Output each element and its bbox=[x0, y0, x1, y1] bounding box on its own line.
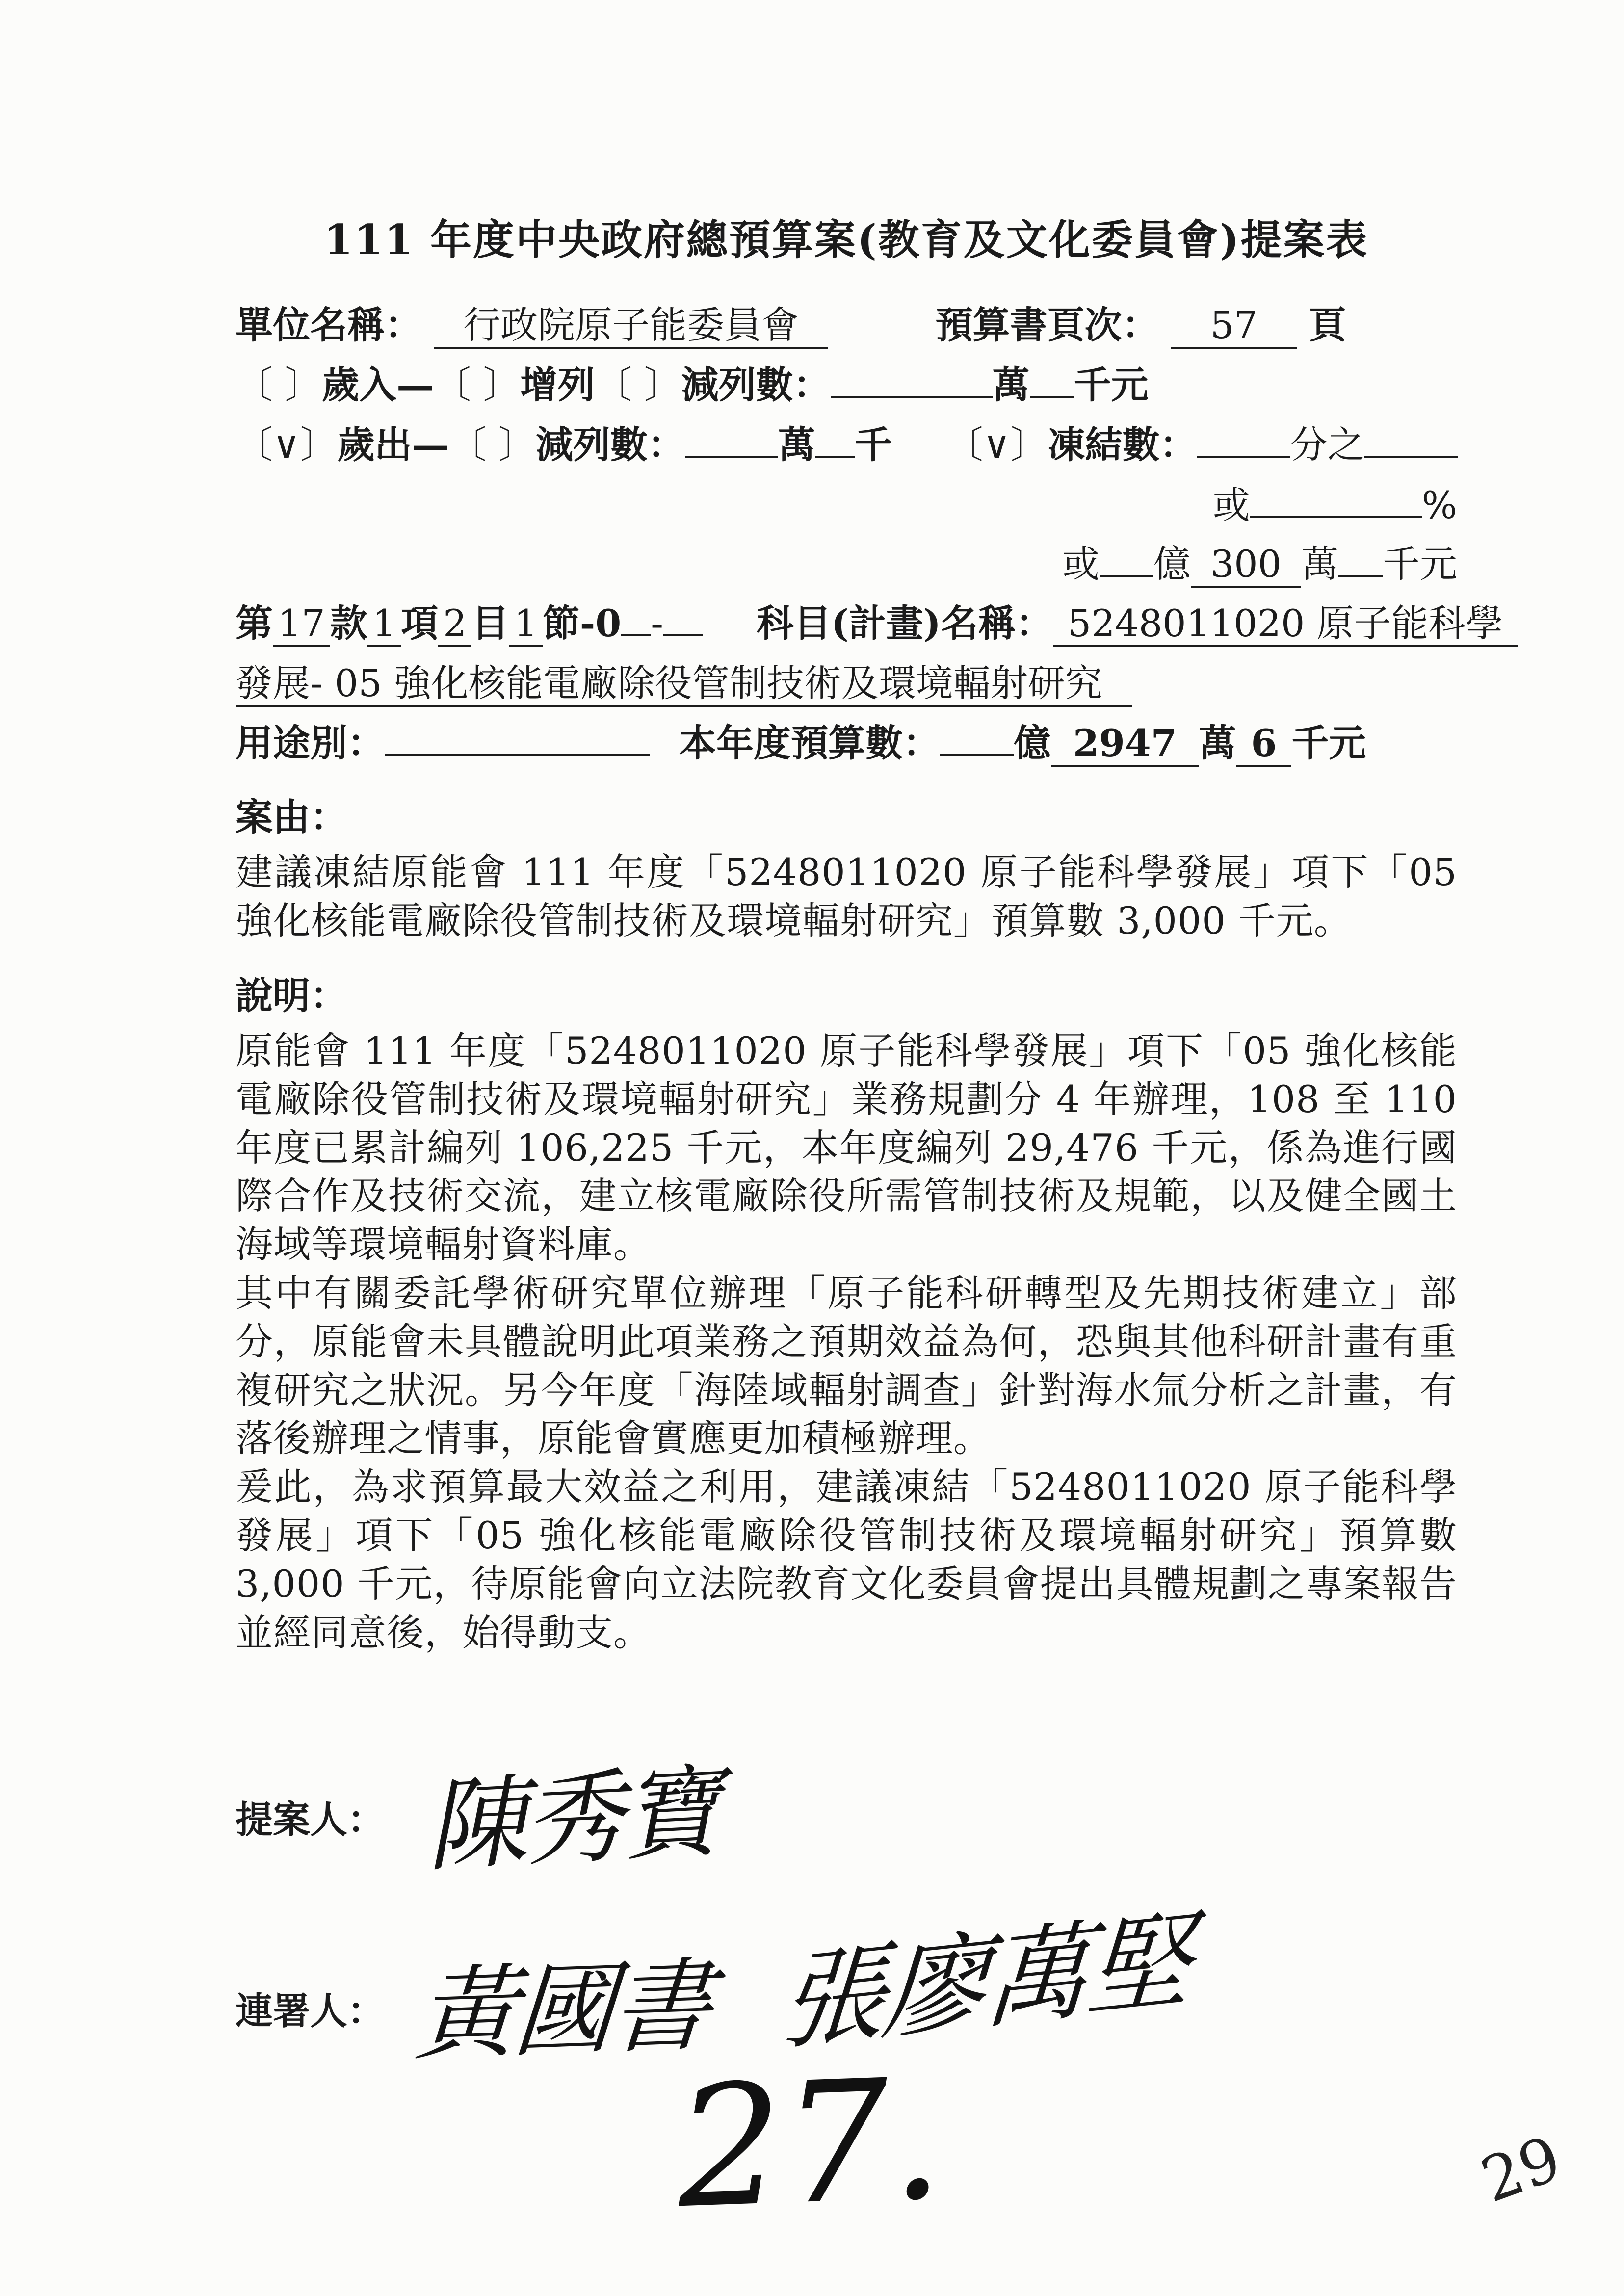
budget-page-label: 預算書頁次： bbox=[935, 303, 1159, 347]
revenue-checkbox: 〔 〕 bbox=[236, 363, 322, 407]
case-heading: 案由： bbox=[236, 795, 347, 839]
xiang-unit: 項 bbox=[401, 601, 439, 645]
yi-blank bbox=[940, 719, 1014, 756]
cosigner-signature: 黃國書 bbox=[412, 1947, 713, 2075]
fraction-blank bbox=[1197, 420, 1290, 458]
revenue-row bbox=[236, 359, 1457, 411]
increase-checkbox: 〔 〕 bbox=[434, 363, 521, 407]
usage-label: 用途別： bbox=[236, 721, 385, 765]
wan-unit: 萬 bbox=[1301, 542, 1338, 586]
freeze-checkbox-checked: 〔∨〕 bbox=[945, 423, 1048, 467]
yi-unit: 億 bbox=[1014, 721, 1051, 765]
decrease-label: 減列數： bbox=[681, 363, 831, 407]
expenditure-checkbox-checked: 〔∨〕 bbox=[236, 423, 338, 467]
annual-budget-qian-value: 6 bbox=[1236, 721, 1292, 767]
or-amount-row bbox=[236, 538, 1457, 590]
expenditure-decrease-label: 減列數： bbox=[535, 423, 685, 467]
unit-name-value: 行政院原子能委員會 bbox=[434, 303, 828, 349]
kuan-value: 17 bbox=[273, 601, 330, 647]
annual-budget-label: 本年度預算數： bbox=[679, 721, 940, 765]
qianyuan-unit: 千元 bbox=[1383, 542, 1457, 586]
wan-unit: 萬 bbox=[778, 423, 815, 467]
revenue-label: 歲入— bbox=[322, 363, 434, 407]
wan-unit: 萬 bbox=[1199, 721, 1236, 765]
proposer-signature: 陳秀寶 bbox=[423, 1753, 722, 1886]
budget-page-suffix: 頁 bbox=[1309, 303, 1346, 347]
explanation-heading: 說明： bbox=[236, 973, 347, 1018]
mu-value: 2 bbox=[438, 601, 471, 647]
usage-row bbox=[236, 717, 1457, 769]
item-number-row bbox=[236, 598, 1503, 650]
percent-blank bbox=[1250, 481, 1422, 518]
item-number-row-continued bbox=[236, 657, 1457, 709]
cosigner-signature: 張廖萬堅 bbox=[776, 1898, 1193, 2066]
amount-blank bbox=[1030, 361, 1074, 398]
explanation-paragraph: 其中有關委託學術研究單位辦理「原子能科研轉型及先期技術建立」部分，原能會未具體說明此項業務之預期效益為何，恐與其他科研計畫有重複研究之狀況。另今年度「海陸域輻射調查」針對海水氚分析之計畫，有落後辦理之情事，原能會實應更加積極辦理。 bbox=[236, 1271, 1457, 1461]
corner-page-number: 29 bbox=[1472, 2123, 1571, 2217]
amount-blank bbox=[831, 361, 993, 398]
qianyuan-unit: 千元 bbox=[1291, 721, 1366, 765]
usage-blank bbox=[385, 719, 650, 756]
explanation-paragraph: 原能會 111 年度「5248011020 原子能科學發展」項下「05 強化核能電廠除役管制技術及環境輻射研究」業務規劃分 4 年辦理，108 至 110 年度已累計編列 106,225 千元，本年度編列 29,476 千元，係為進行國際合作及技術交流，建立核電廠除役所需管制技術及規範，以及健全國土海域等環境輻射資料庫。 bbox=[236, 1029, 1457, 1267]
amount-blank bbox=[685, 420, 778, 458]
explanation-paragraph: 爰此，為求預算最大效益之利用，建議凍結「5248011020 原子能科學發展」項下「05 強化核能電廠除役管制技術及環境輻射研究」預算數 3,000 千元，待原能會向立法院教育文化委員會提出具體規劃之專案報告並經同意後，始得動支。 bbox=[236, 1465, 1457, 1654]
unit-name-label: 單位名稱： bbox=[236, 303, 422, 347]
qianyuan-unit: 千元 bbox=[1074, 363, 1149, 407]
or-percent-row bbox=[236, 479, 1457, 531]
freeze-label: 凍結數： bbox=[1048, 423, 1197, 467]
yi-unit: 億 bbox=[1153, 542, 1191, 586]
yi-blank bbox=[1100, 540, 1153, 577]
budget-page-value: 57 bbox=[1171, 303, 1297, 349]
explanation-block bbox=[236, 970, 1457, 1657]
cosigner-label: 連署人： bbox=[236, 1989, 385, 2033]
mu-unit: 目 bbox=[471, 601, 509, 645]
expenditure-decrease-checkbox: 〔 〕 bbox=[449, 423, 536, 467]
expenditure-label: 歲出— bbox=[337, 423, 449, 467]
code-blank bbox=[621, 599, 651, 636]
fraction-blank bbox=[1364, 420, 1458, 458]
kuan-unit: 款 bbox=[330, 601, 367, 645]
document-title: 111 年度中央政府總預算案(教育及文化委員會)提案表 bbox=[324, 215, 1369, 264]
unit-name-row bbox=[236, 299, 1457, 351]
code-blank bbox=[663, 599, 703, 636]
subject-name-value-line2: 發展- 05 強化核能電廠除役管制技術及環境輻射研究 bbox=[236, 661, 1132, 707]
fraction-label: 分之 bbox=[1290, 423, 1365, 467]
frozen-amount-value: 300 bbox=[1191, 542, 1301, 588]
qian-unit: 千 bbox=[854, 423, 892, 467]
proposer-label: 提案人： bbox=[236, 1798, 385, 1842]
or-label: 或 bbox=[1212, 483, 1250, 527]
kuan-label: 第 bbox=[236, 601, 273, 645]
or-label: 或 bbox=[1062, 542, 1100, 586]
handwritten-number-annotation: 27. bbox=[674, 2042, 946, 2246]
code-dash: - bbox=[651, 601, 663, 645]
case-body: 建議凍結原能會 111 年度「5248011020 原子能科學發展」項下「05 強化核能電廠除役管制技術及環境輻射研究」預算數 3,000 千元。 bbox=[236, 850, 1457, 942]
subject-name-label: 科目(計畫)名稱： bbox=[756, 601, 1053, 645]
wan-unit: 萬 bbox=[992, 363, 1030, 407]
increase-label: 增列 bbox=[520, 363, 595, 407]
expenditure-row bbox=[236, 419, 1457, 471]
jie-unit: 節-0 bbox=[542, 601, 622, 645]
decrease-checkbox: 〔 〕 bbox=[595, 363, 681, 407]
amount-blank bbox=[815, 420, 855, 458]
annual-budget-wan-value: 2947 bbox=[1051, 721, 1199, 767]
percent-sign: % bbox=[1421, 483, 1457, 527]
subject-name-value-line1: 5248011020 原子能科學 bbox=[1053, 601, 1518, 647]
jie-value: 1 bbox=[509, 601, 542, 647]
xiang-value: 1 bbox=[367, 601, 401, 647]
qian-blank bbox=[1338, 540, 1383, 577]
proposer-row bbox=[236, 1753, 1457, 1886]
